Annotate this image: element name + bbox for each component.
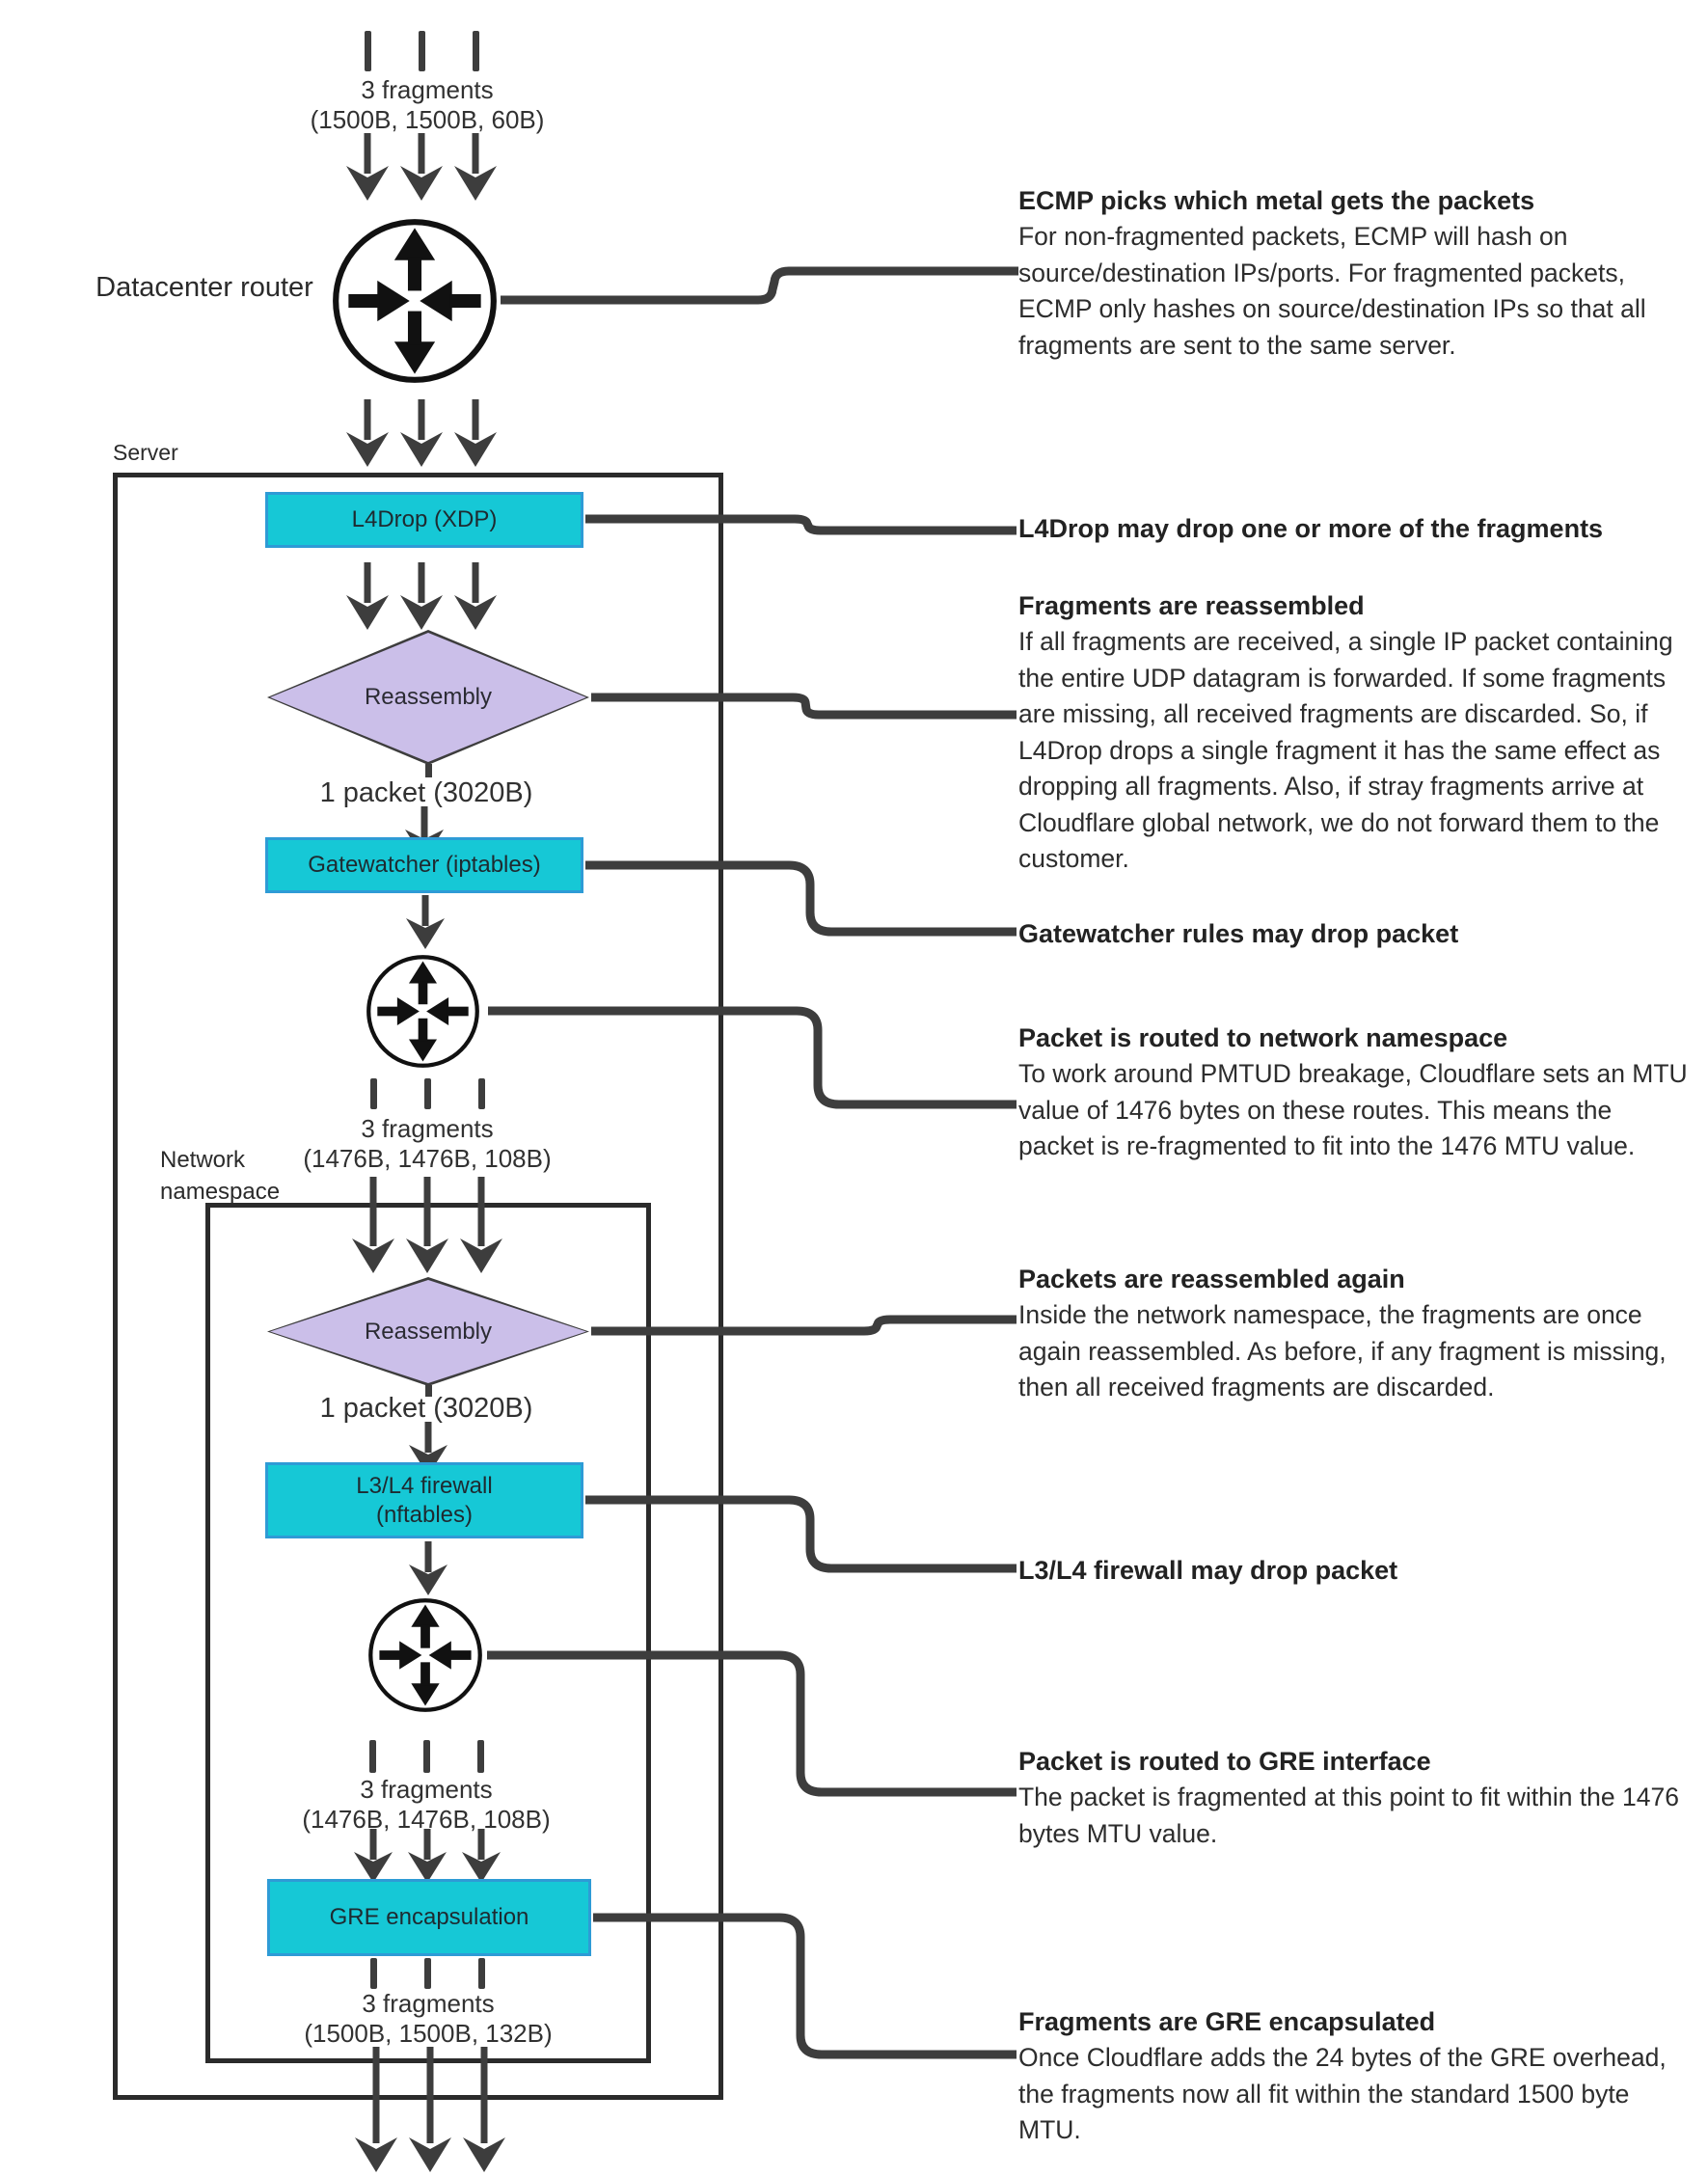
annotation-body: If all fragments are received, a single IP packet containing the entire UDP datagram is forwarded. If some fragments are missing, all received fragments are discarded. So, if L4Drop drops a single fragment it has the same effect as dropping all fragments. Also, if stray fragments arrive at Cloudflare global network, we do not forward them to the customer. (1018, 627, 1673, 873)
packet1-caption: 1 packet (3020B) (319, 777, 533, 808)
node-l3l4-line2: (nftables) (375, 1501, 474, 1528)
connector-reassembly2 (591, 1320, 1017, 1331)
fragment-dashes-gre-out (370, 1958, 485, 1989)
arrows-into-reassembly1 (346, 562, 497, 630)
annotation-body: For non-fragmented packets, ECMP will hash on source/destination IPs/ports. For fragmented packets, ECMP only hashes on source/destination IPs so that all fragments are sent to the same server. (1018, 222, 1646, 360)
packet2-caption: 1 packet (3020B) (319, 1393, 533, 1424)
annotation-heading: L3/L4 firewall may drop packet (1018, 1556, 1398, 1585)
annotation-reassembled-again (1018, 1262, 1694, 1406)
fragments-mid2-label: 3 fragments (360, 1775, 493, 1804)
arrows-into-gre (354, 1829, 501, 1883)
connector-ecmp (501, 271, 1018, 300)
annotation-l3l4 (1018, 1553, 1694, 1589)
node-reassembly-1 (267, 630, 589, 765)
server-label: Server (113, 440, 178, 465)
arrows-out-bottom (355, 2047, 505, 2172)
node-gre-label: GRE encapsulation (329, 1904, 529, 1930)
annotation-body: Inside the network namespace, the fragments are once again reassembled. As before, if any fragment is missing, then all received fragments are discarded. (1018, 1300, 1667, 1401)
connector-gre (593, 1918, 1017, 2055)
annotation-heading: Packet is routed to network namespace (1018, 1023, 1508, 1052)
fragments-mid2-sizes: (1476B, 1476B, 108B) (302, 1805, 551, 1834)
route-to-namespace-icon (368, 957, 477, 1066)
connector-l4drop (585, 519, 1017, 531)
node-reassembly-2 (267, 1277, 589, 1386)
node-l3l4-firewall (265, 1462, 583, 1538)
node-l3l4-line1: L3/L4 firewall (356, 1472, 493, 1499)
datacenter-router-label: Datacenter router (95, 272, 313, 303)
fragments-mid1-sizes: (1476B, 1476B, 108B) (303, 1144, 552, 1173)
annotation-gre-encapsulated (1018, 2004, 1694, 2149)
annotation-body: The packet is fragmented at this point to fit within the 1476 bytes MTU value. (1018, 1782, 1679, 1848)
route-to-gre-icon (370, 1600, 479, 1709)
connector-reassembly1 (591, 697, 1017, 715)
node-gatewatcher-label: Gatewatcher (iptables) (308, 852, 541, 878)
fragments-mid1-caption (263, 1114, 591, 1174)
annotation-heading: Packet is routed to GRE interface (1018, 1747, 1431, 1776)
annotation-body: To work around PMTUD breakage, Cloudflare sets an MTU value of 1476 bytes on these routes. This means the packet is re-fragmented to fit into the 1476 MTU value. (1018, 1059, 1688, 1160)
annotation-body: Once Cloudflare adds the 24 bytes of the GRE overhead, the fragments now all fit within the standard 1500 byte MTU. (1018, 2043, 1667, 2144)
annotation-heading: Fragments are GRE encapsulated (1018, 2007, 1436, 2036)
fragments-bottom-label: 3 fragments (362, 1989, 495, 2018)
arrows-into-server (346, 399, 497, 467)
connector-route-namespace (488, 1011, 1017, 1104)
annotation-ecmp (1018, 183, 1694, 364)
annotation-routed-gre (1018, 1744, 1694, 1852)
diamond1-tick (425, 764, 432, 777)
fragments-bottom-sizes: (1500B, 1500B, 132B) (304, 2019, 553, 2048)
fragments-top-label: 3 fragments (361, 75, 494, 104)
arrows-into-namespace (352, 1177, 502, 1273)
arrows-into-router (346, 133, 497, 201)
annotation-heading: Fragments are reassembled (1018, 591, 1365, 620)
fragment-dashes-top (365, 31, 479, 71)
fragments-mid1-label: 3 fragments (361, 1114, 494, 1143)
node-reassembly-1-label: Reassembly (364, 684, 493, 710)
node-gatewatcher (265, 837, 583, 893)
fragments-mid2-caption (262, 1775, 590, 1835)
node-l4drop (265, 492, 583, 548)
annotation-heading: Gatewatcher rules may drop packet (1018, 919, 1459, 948)
arrow-into-router3 (409, 1541, 447, 1595)
annotation-gatewatcher (1018, 916, 1694, 952)
network-namespace-label: Network namespace (160, 1147, 281, 1205)
annotation-heading: Packets are reassembled again (1018, 1265, 1405, 1293)
datacenter-router-icon (336, 222, 494, 380)
arrow-into-router2 (406, 895, 445, 949)
annotation-reassembled (1018, 588, 1694, 878)
fragments-top-caption (263, 75, 591, 135)
node-gre-encapsulation (267, 1879, 591, 1956)
fragments-top-sizes: (1500B, 1500B, 60B) (310, 105, 545, 134)
node-l4drop-label: L4Drop (XDP) (351, 506, 498, 532)
connector-gatewatcher (585, 865, 1017, 932)
fragment-dashes-gre-in (369, 1740, 484, 1773)
annotation-heading: L4Drop may drop one or more of the fragments (1018, 514, 1604, 543)
connector-route-gre (487, 1655, 1017, 1792)
connector-l3l4 (585, 1500, 1017, 1568)
fragments-bottom-caption (264, 1989, 592, 2049)
annotation-routed-namespace (1018, 1020, 1694, 1165)
annotation-heading: ECMP picks which metal gets the packets (1018, 186, 1535, 215)
node-reassembly-2-label: Reassembly (364, 1318, 493, 1345)
fragment-dashes-namespace (370, 1078, 485, 1109)
annotation-l4drop (1018, 511, 1694, 547)
